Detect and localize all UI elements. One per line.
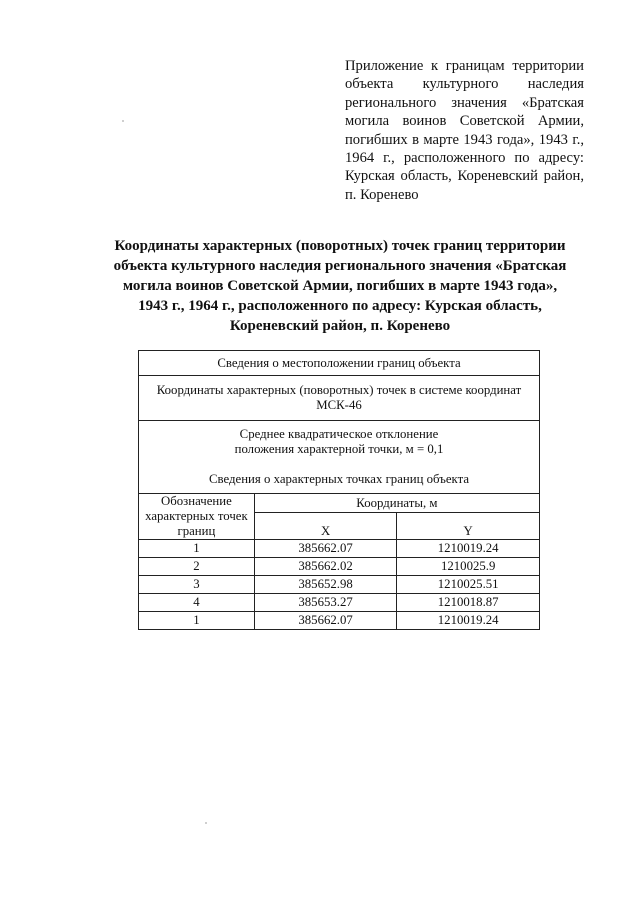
point-x: 385653.27 [254, 594, 397, 612]
table-row [139, 576, 540, 594]
col-coords-header: Координаты, м [254, 494, 539, 513]
coord-system-cell: Координаты характерных (поворотных) точек в системе координат МСК-46 [139, 376, 540, 421]
col-x-header: X [254, 513, 397, 540]
point-y: 1210019.24 [397, 540, 540, 558]
deviation-line-1: Среднее квадратическое отклонение [239, 427, 439, 441]
scan-speck [205, 822, 207, 824]
point-y: 1210025.9 [397, 558, 540, 576]
table-row [139, 351, 540, 376]
table-row [139, 421, 540, 494]
table-row [139, 612, 540, 630]
table-row [139, 594, 540, 612]
table-row [139, 376, 540, 421]
point-x: 385652.98 [254, 576, 397, 594]
point-x: 385662.07 [254, 540, 397, 558]
point-number: 1 [139, 540, 255, 558]
point-x: 385662.02 [254, 558, 397, 576]
deviation-cell [139, 421, 540, 494]
point-number: 4 [139, 594, 255, 612]
coordinates-table [138, 350, 540, 630]
appendix-note: Приложение к границам территории объекта культурного наследия регионального значения «Братская могила воинов Советской Армии, погибших в марте 1943 года», 1943 г., 1964 г., расположенного по адресу: Курская область, Кореневский район, п. Коренево [345, 58, 584, 203]
document-heading: Координаты характерных (поворотных) точек границ территории объекта культурного наследия регионального значения «Братская могила воинов Советской Армии, погибших в марте 1943 года», 1943 г., 1964 г., расположенного по адресу: Курская область, Кореневский район, п. Коренево [113, 238, 567, 334]
table-header-row [139, 494, 540, 513]
point-y: 1210018.87 [397, 594, 540, 612]
table-row [139, 558, 540, 576]
point-number: 2 [139, 558, 255, 576]
table-row [139, 540, 540, 558]
point-number: 1 [139, 612, 255, 630]
point-y: 1210019.24 [397, 612, 540, 630]
deviation-line-2: положения характерной точки, м = 0,1 [234, 442, 444, 456]
point-number: 3 [139, 576, 255, 594]
col-y-header: Y [397, 513, 540, 540]
location-title-cell: Сведения о местоположении границ объекта [139, 351, 540, 376]
scan-speck [122, 120, 124, 122]
col-name-header: Обозначение характерных точек границ [139, 494, 255, 540]
spacer [139, 457, 539, 472]
points-info-line: Сведения о характерных точках границ объекта [209, 472, 469, 486]
point-y: 1210025.51 [397, 576, 540, 594]
point-x: 385662.07 [254, 612, 397, 630]
